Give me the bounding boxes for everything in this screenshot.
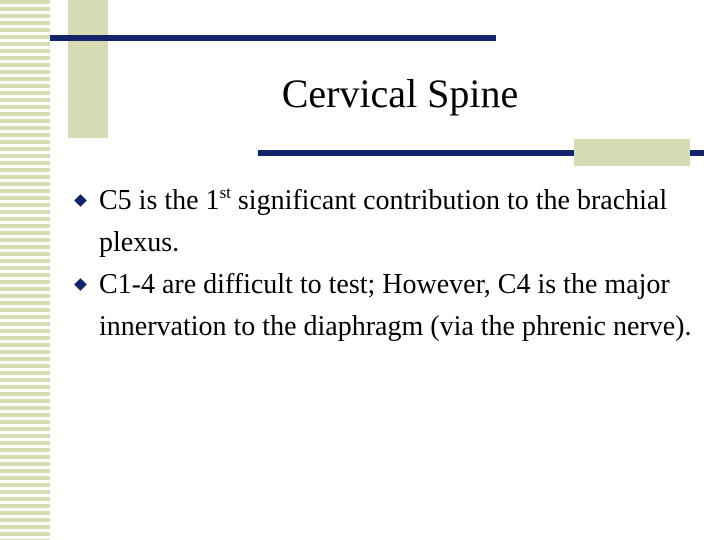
bullet-text: C1-4 are difficult to test; However, C4 is the major innervation to the diaphragm (via the phrenic nerve). [99,269,692,342]
bullet-item [76,180,696,264]
bullet-text-end: significant contribution to the brachial plexus. [99,185,668,258]
bullet-list [76,180,696,348]
decorative-tan-block-right [574,139,690,166]
decorative-navy-bar-top [50,35,496,41]
bullet-item [76,264,696,348]
left-striped-border [0,0,50,540]
ordinal-superscript: st [219,183,231,202]
slide-title: Cervical Spine [281,71,519,116]
diamond-bullet-icon [74,194,87,207]
bullet-text-start: C5 is the 1 [99,185,220,216]
decorative-tan-block-top [68,0,108,138]
diamond-bullet-icon [74,278,87,291]
